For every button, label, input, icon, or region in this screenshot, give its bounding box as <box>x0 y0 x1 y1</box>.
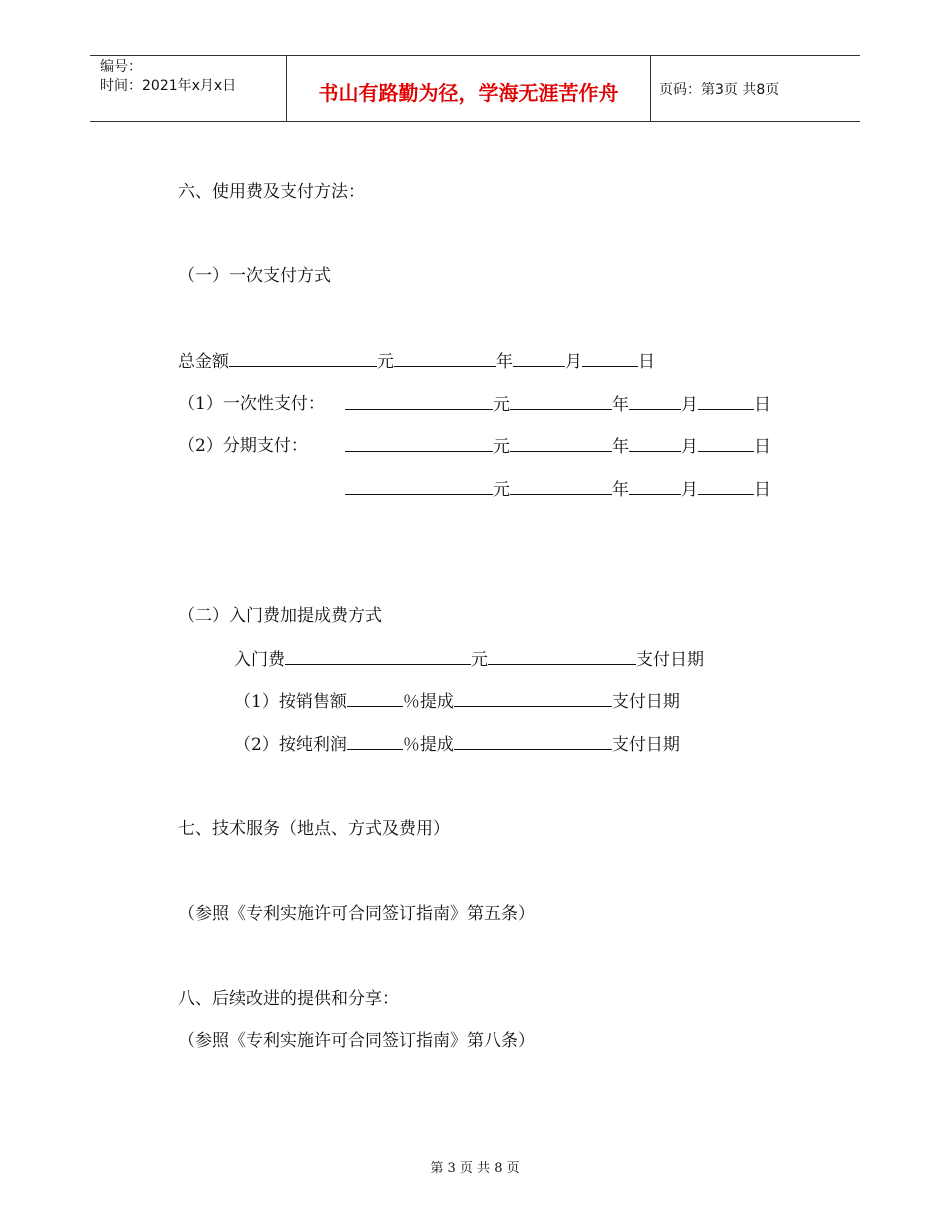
profit-commission-blank[interactable] <box>454 733 612 750</box>
year-blank[interactable] <box>510 393 612 410</box>
by-profit-label: （2）按纯利润 <box>234 735 347 755</box>
section8-title: 八、后续改进的提供和分享： <box>178 989 399 1009</box>
yuan-label: 元 <box>493 395 510 415</box>
sales-commission-blank[interactable] <box>454 690 612 707</box>
once-payment-row <box>178 393 325 415</box>
header-top-rule <box>90 55 860 56</box>
month-blank[interactable] <box>629 435 681 452</box>
day-blank[interactable] <box>582 350 638 367</box>
profit-commission-row <box>234 733 680 756</box>
entry-fee-label: 入门费 <box>234 650 285 670</box>
day-label: 日 <box>638 352 655 372</box>
month-label: 月 <box>681 480 698 500</box>
year-blank[interactable] <box>394 350 496 367</box>
total-amount-row <box>178 350 655 373</box>
installment-row <box>178 435 308 457</box>
installment-label: （2）分期支付： <box>178 436 308 456</box>
section7-reference: （参照《专利实施许可合同签订指南》第五条） <box>178 904 535 924</box>
month-label: 月 <box>565 352 582 372</box>
entry-fee-row <box>234 648 704 671</box>
sales-commission-row <box>234 690 680 713</box>
once-payment-label: （1）一次性支付： <box>178 394 325 414</box>
month-blank[interactable] <box>513 350 565 367</box>
total-amount-blank[interactable] <box>229 350 377 367</box>
year-label: 年 <box>612 395 629 415</box>
installment-fields-2 <box>345 478 771 501</box>
year-label: 年 <box>612 480 629 500</box>
yuan-label: 元 <box>471 650 488 670</box>
installment-amount-blank[interactable] <box>345 478 493 495</box>
day-label: 日 <box>754 480 771 500</box>
day-label: 日 <box>754 437 771 457</box>
profit-percent-blank[interactable] <box>347 733 403 750</box>
yuan-label: 元 <box>493 437 510 457</box>
day-label: 日 <box>754 395 771 415</box>
year-blank[interactable] <box>510 478 612 495</box>
year-blank[interactable] <box>510 435 612 452</box>
month-label: 月 <box>681 437 698 457</box>
header-motto: 书山有路勤为径，学海无涯苦作舟 <box>318 81 619 105</box>
once-amount-blank[interactable] <box>345 393 493 410</box>
serial-label: 编号： <box>100 59 142 75</box>
month-blank[interactable] <box>629 478 681 495</box>
header-divider-right <box>650 55 651 121</box>
sales-percent-blank[interactable] <box>347 690 403 707</box>
pay-date-label: 支付日期 <box>611 735 680 755</box>
pay-date-label: 支付日期 <box>636 650 704 670</box>
percent-commission-label: ％提成 <box>402 735 454 755</box>
year-label: 年 <box>612 437 629 457</box>
section6-title: 六、使用费及支付方法： <box>178 182 365 202</box>
total-amount-label: 总金额 <box>178 352 229 372</box>
installment-amount-blank[interactable] <box>345 435 493 452</box>
entry-fee-blank[interactable] <box>285 648 471 665</box>
yuan-label: 元 <box>493 480 510 500</box>
time-label: 时间：2021年x月x日 <box>100 78 237 94</box>
section6-sub1-title: （一）一次支付方式 <box>178 266 331 286</box>
section6-sub2-title: （二）入门费加提成费方式 <box>178 606 382 626</box>
once-payment-fields <box>345 393 771 416</box>
header-bottom-rule <box>90 121 860 122</box>
day-blank[interactable] <box>698 435 754 452</box>
by-sales-label: （1）按销售额 <box>234 692 347 712</box>
footer-page-number: 第 3 页 共 8 页 <box>430 1161 520 1176</box>
installment-fields-1 <box>345 435 771 458</box>
section7-title: 七、技术服务（地点、方式及费用） <box>178 819 450 839</box>
month-label: 月 <box>681 395 698 415</box>
year-label: 年 <box>496 352 513 372</box>
pay-date-label: 支付日期 <box>611 692 680 712</box>
header-meta <box>100 58 236 96</box>
entry-fee-date-blank[interactable] <box>488 648 636 665</box>
section8-reference: （参照《专利实施许可合同签订指南》第八条） <box>178 1031 535 1051</box>
yuan-label: 元 <box>377 352 394 372</box>
header-page-number: 页码：第3页 共8页 <box>659 82 780 98</box>
percent-commission-label: ％提成 <box>402 692 454 712</box>
day-blank[interactable] <box>698 393 754 410</box>
day-blank[interactable] <box>698 478 754 495</box>
month-blank[interactable] <box>629 393 681 410</box>
